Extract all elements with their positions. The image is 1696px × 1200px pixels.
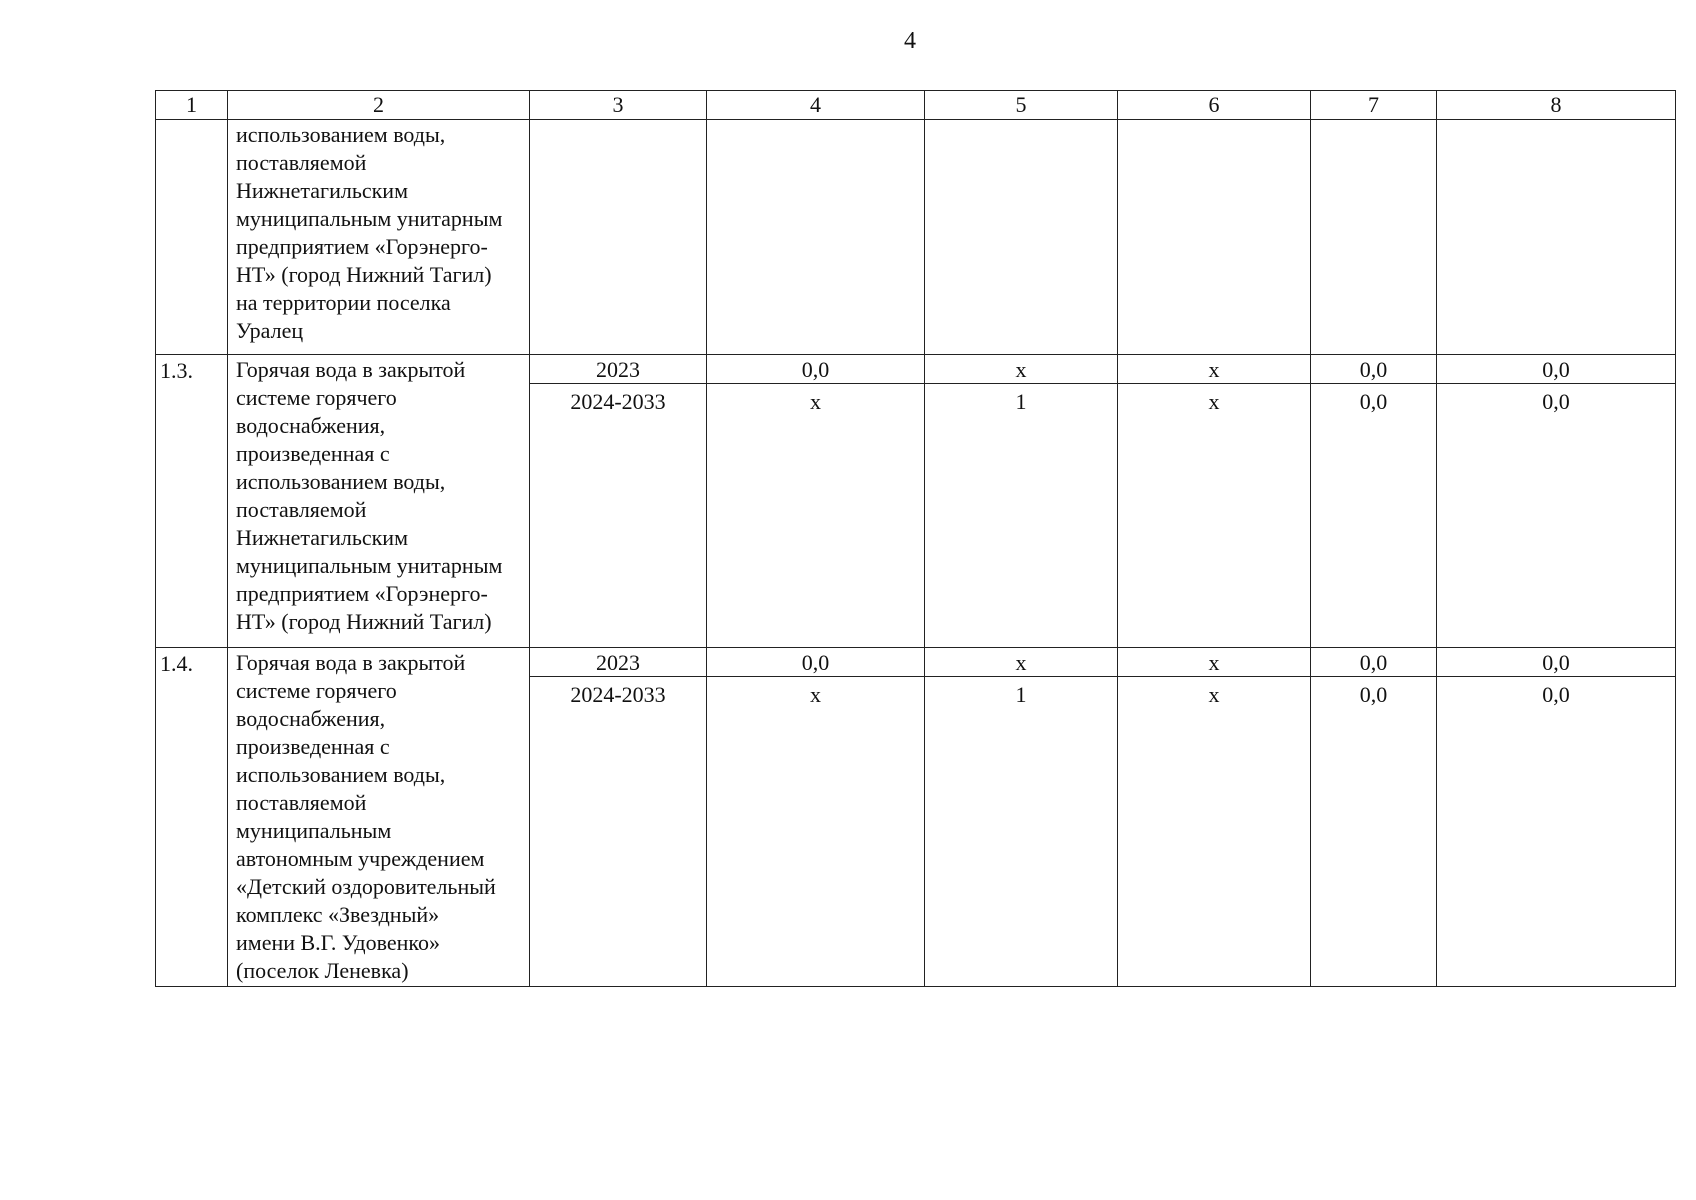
name-line: Горячая вода в закрытой xyxy=(236,357,466,382)
value-2023: 0,0 xyxy=(1311,648,1436,677)
data-table xyxy=(155,90,1676,987)
name-line: Нижнетагильским xyxy=(236,178,409,203)
period-2023: 2023 xyxy=(530,355,706,384)
value-2024-2033: 0,0 xyxy=(1542,682,1570,707)
row-number-cell xyxy=(156,120,228,355)
name-line: использованием воды, xyxy=(236,122,446,147)
name-line: Нижнетагильским xyxy=(236,525,409,550)
column-6-cell xyxy=(1118,648,1311,987)
name-line: использованием воды, xyxy=(236,469,446,494)
row-name-cell xyxy=(228,648,530,987)
name-line: (поселок Леневка) xyxy=(236,958,409,983)
row-name-cell xyxy=(228,120,530,355)
name-line: поставляемой xyxy=(236,497,367,522)
period-cell xyxy=(530,355,707,648)
name-line: Горячая вода в закрытой xyxy=(236,650,466,675)
value-2023: 0,0 xyxy=(1437,355,1675,384)
value-2023: 0,0 xyxy=(707,355,924,384)
value-2024-2033: x xyxy=(810,389,821,414)
column-6-cell xyxy=(1118,355,1311,648)
value-2024-2033: 1 xyxy=(1015,389,1027,414)
value-2024-2033: x xyxy=(1208,389,1220,414)
name-line: комплекс «Звездный» xyxy=(236,902,440,927)
period-2024-2033: 2024-2033 xyxy=(570,682,666,707)
name-line: предприятием «Горэнерго- xyxy=(236,234,488,259)
value-2023: x xyxy=(1118,648,1310,677)
name-line: «Детский оздоровительный xyxy=(236,874,496,899)
name-line: НТ» (город Нижний Тагил) xyxy=(236,609,492,634)
table-row-1-4 xyxy=(156,648,1676,987)
column-7-cell xyxy=(1311,355,1437,648)
name-line: поставляемой xyxy=(236,790,367,815)
name-line: предприятием «Горэнерго- xyxy=(236,581,488,606)
name-line: произведенная с xyxy=(236,441,390,466)
row-name-cell xyxy=(228,355,530,648)
column-header: 7 xyxy=(1311,91,1437,120)
value-2023: x xyxy=(925,648,1117,677)
column-header: 3 xyxy=(530,91,707,120)
empty-cell xyxy=(1311,120,1437,355)
table-row-1-3 xyxy=(156,355,1676,648)
name-line: поставляемой xyxy=(236,150,367,175)
name-line: системе горячего xyxy=(236,385,397,410)
value-2023: 0,0 xyxy=(1437,648,1675,677)
name-line: муниципальным унитарным xyxy=(236,206,503,231)
value-2024-2033: 0,0 xyxy=(1359,682,1388,707)
value-2023: 0,0 xyxy=(1311,355,1436,384)
column-5-cell xyxy=(925,648,1118,987)
name-line: муниципальным унитарным xyxy=(236,553,503,578)
column-4-cell xyxy=(707,648,925,987)
row-number-cell: 1.3. xyxy=(156,355,228,648)
column-8-cell xyxy=(1437,355,1676,648)
period-2023: 2023 xyxy=(530,648,706,677)
column-4-cell xyxy=(707,355,925,648)
column-5-cell xyxy=(925,355,1118,648)
empty-cell xyxy=(925,120,1118,355)
header-row xyxy=(156,91,1676,120)
name-line: Уралец xyxy=(236,318,304,343)
table-row-continuation xyxy=(156,120,1676,355)
column-8-cell xyxy=(1437,648,1676,987)
name-line: на территории поселка xyxy=(236,290,451,315)
column-header: 1 xyxy=(156,91,228,120)
name-line: водоснабжения, xyxy=(236,706,386,731)
column-header: 5 xyxy=(925,91,1118,120)
row-number-cell: 1.4. xyxy=(156,648,228,987)
column-header: 2 xyxy=(228,91,530,120)
name-line: системе горячего xyxy=(236,678,397,703)
column-header: 6 xyxy=(1118,91,1311,120)
value-2024-2033: 1 xyxy=(1015,682,1027,707)
name-line: муниципальным xyxy=(236,818,392,843)
empty-cell xyxy=(707,120,925,355)
name-line: водоснабжения, xyxy=(236,413,386,438)
column-header: 4 xyxy=(707,91,925,120)
value-2024-2033: x xyxy=(810,682,821,707)
column-7-cell xyxy=(1311,648,1437,987)
empty-cell xyxy=(1118,120,1311,355)
name-line: имени В.Г. Удовенко» xyxy=(236,930,440,955)
value-2023: x xyxy=(925,355,1117,384)
period-2024-2033: 2024-2033 xyxy=(570,389,666,414)
column-header: 8 xyxy=(1437,91,1676,120)
empty-cell xyxy=(1437,120,1676,355)
empty-cell xyxy=(530,120,707,355)
value-2024-2033: x xyxy=(1208,682,1220,707)
name-line: произведенная с xyxy=(236,734,390,759)
name-line: использованием воды, xyxy=(236,762,446,787)
period-cell xyxy=(530,648,707,987)
value-2024-2033: 0,0 xyxy=(1359,389,1388,414)
value-2023: 0,0 xyxy=(707,648,924,677)
name-line: автономным учреждением xyxy=(236,846,485,871)
value-2023: x xyxy=(1118,355,1310,384)
name-line: НТ» (город Нижний Тагил) xyxy=(236,262,492,287)
page-number: 4 xyxy=(904,28,916,54)
value-2024-2033: 0,0 xyxy=(1542,389,1570,414)
